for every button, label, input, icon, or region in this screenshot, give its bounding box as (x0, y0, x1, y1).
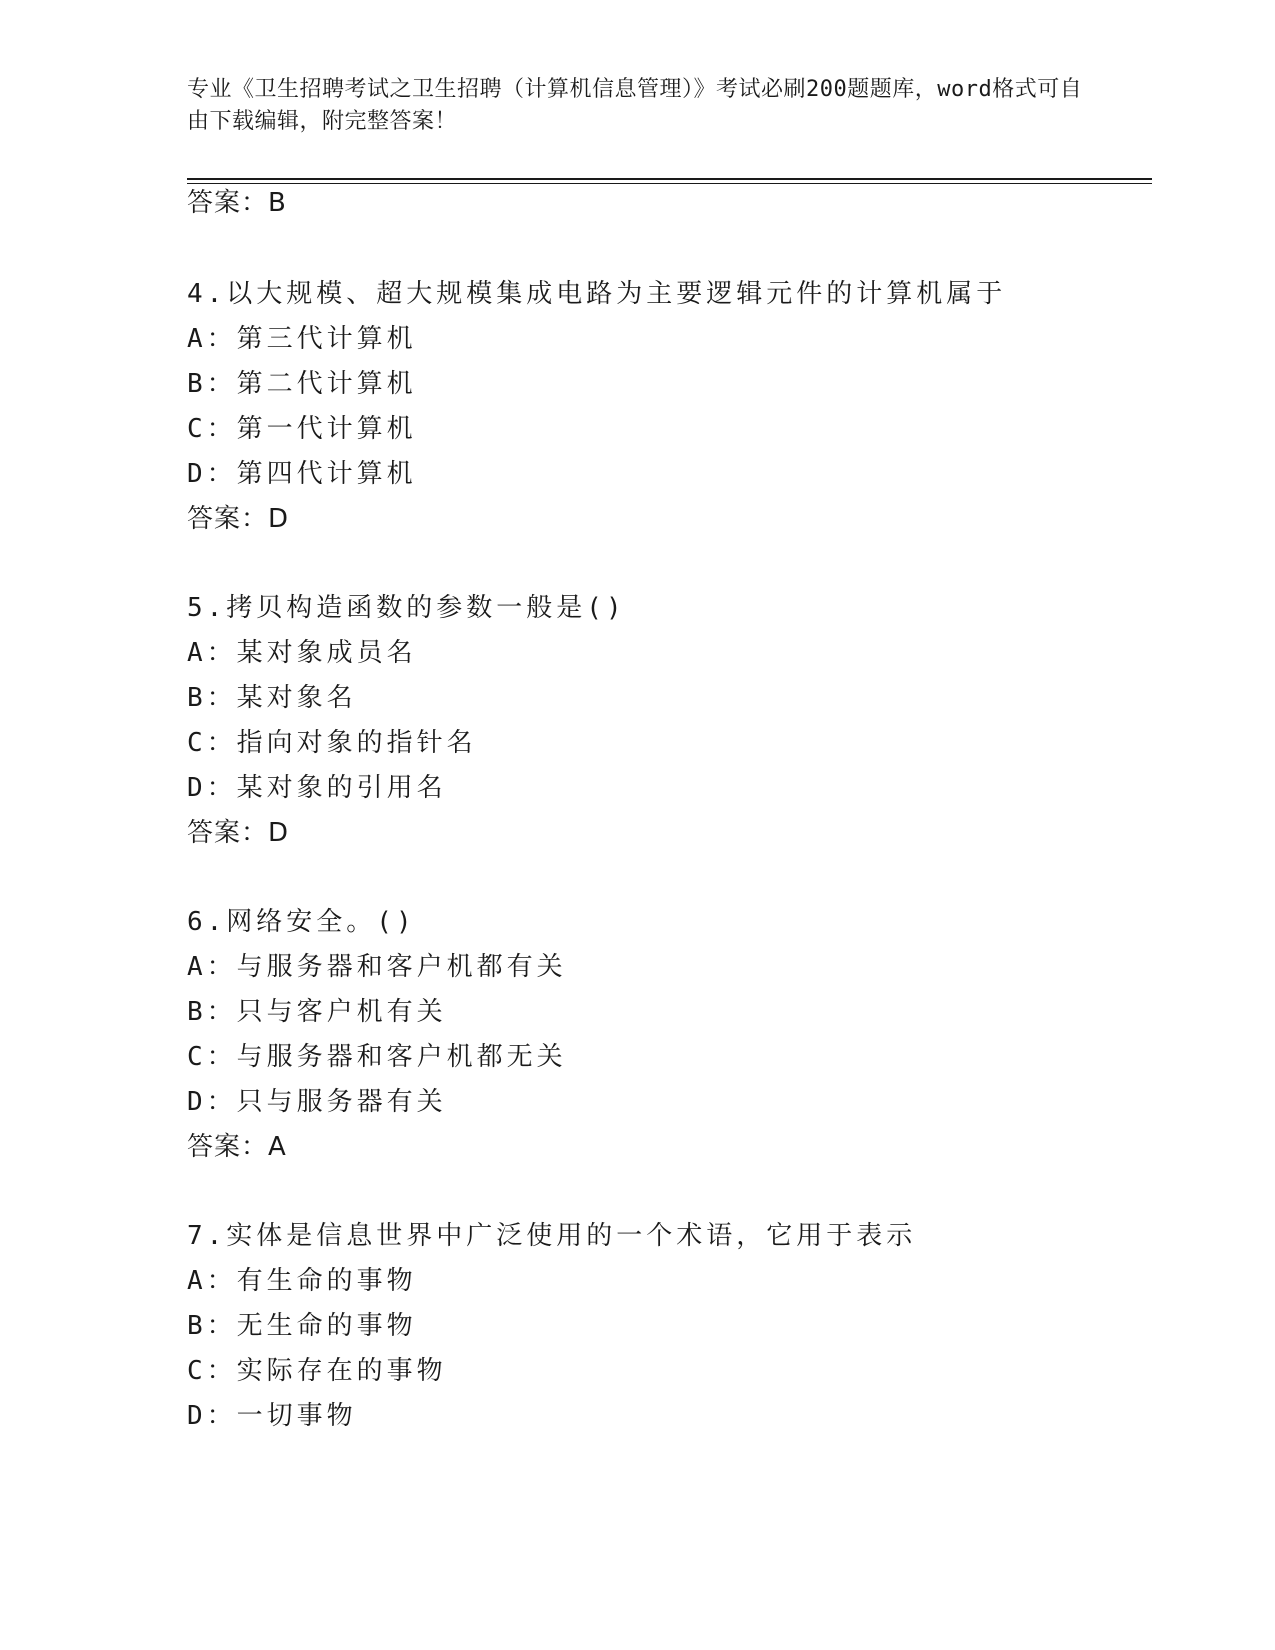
question-4 (187, 272, 1006, 542)
question-7 (187, 1214, 916, 1439)
question-5 (187, 586, 626, 856)
option-d: D：第四代计算机 (187, 459, 417, 489)
option-b: B：只与客户机有关 (187, 997, 447, 1027)
answer: 答案：D (187, 818, 290, 848)
option-c: C：与服务器和客户机都无关 (187, 1042, 567, 1072)
option-a: A：与服务器和客户机都有关 (187, 952, 567, 982)
option-d: D：一切事物 (187, 1401, 357, 1431)
answer: 答案：A (187, 1132, 287, 1162)
header-divider-thick (187, 178, 1152, 180)
question-stem: 6.网络安全。() (187, 907, 416, 937)
question-stem: 7.实体是信息世界中广泛使用的一个术语，它用于表示 (187, 1221, 917, 1251)
option-b: B：第二代计算机 (187, 369, 417, 399)
previous-question-answer: 答案：B (187, 188, 287, 218)
option-b: B：某对象名 (187, 683, 357, 713)
option-d: D：只与服务器有关 (187, 1087, 447, 1117)
question-stem: 4.以大规模、超大规模集成电路为主要逻辑元件的计算机属于 (187, 279, 1007, 309)
option-c: C：指向对象的指针名 (187, 728, 477, 758)
option-a: A：第三代计算机 (187, 324, 417, 354)
option-c: C：实际存在的事物 (187, 1356, 447, 1386)
option-a: A：有生命的事物 (187, 1266, 417, 1296)
option-c: C：第一代计算机 (187, 414, 417, 444)
answer: 答案：D (187, 504, 290, 534)
header-divider-thin (187, 183, 1152, 184)
question-stem: 5.拷贝构造函数的参数一般是() (187, 593, 626, 623)
option-d: D：某对象的引用名 (187, 773, 447, 803)
document-header: 专业《卫生招聘考试之卫生招聘（计算机信息管理）》考试必刷200题题库，word格式可自由下载编辑，附完整答案！ (187, 77, 1083, 134)
option-a: A：某对象成员名 (187, 638, 417, 668)
question-6 (187, 900, 567, 1170)
option-b: B：无生命的事物 (187, 1311, 417, 1341)
